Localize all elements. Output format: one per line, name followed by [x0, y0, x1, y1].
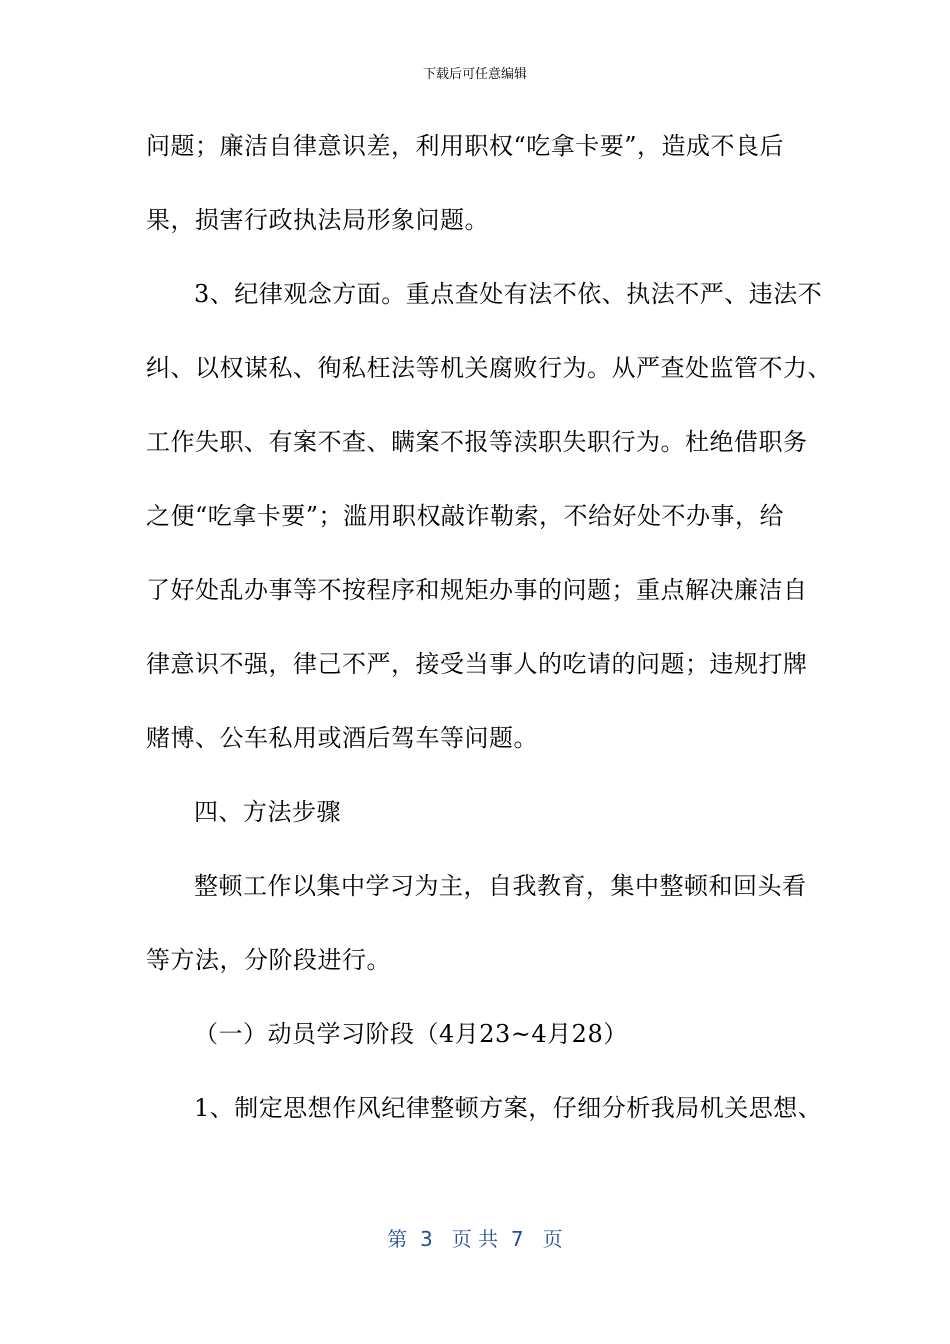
text-line: 律意识不强，律己不严，接受当事人的吃请的问题；违规打牌	[146, 650, 808, 678]
page-header-note: 下载后可任意编辑	[422, 67, 527, 82]
subsection-heading: （一）动员学习阶段（4月23~4月28）	[194, 1020, 628, 1048]
document-body	[146, 126, 832, 1162]
section-heading: 四、方法步骤	[194, 798, 341, 826]
text-line: 果，损害行政执法局形象问题。	[146, 206, 489, 234]
text-line: 3、纪律观念方面。重点查处有法不依、执法不严、违法不	[194, 280, 823, 308]
text-line: 之便“吃拿卡要”；滥用职权敲诈勒索，不给好处不办事，给	[146, 502, 785, 530]
text-line: 整顿工作以集中学习为主，自我教育，集中整顿和回头看	[194, 872, 807, 900]
page-number-footer: 第 3 页 共 7 页	[387, 1227, 563, 1251]
text-line: 等方法，分阶段进行。	[146, 946, 391, 974]
text-line: 了好处乱办事等不按程序和规矩办事的问题；重点解决廉洁自	[146, 576, 808, 604]
text-line: 问题；廉洁自律意识差，利用职权“吃拿卡要”，造成不良后	[146, 132, 785, 160]
text-line: 纠、以权谋私、徇私枉法等机关腐败行为。从严查处监管不力、	[146, 354, 832, 382]
text-line: 工作失职、有案不查、瞒案不报等渎职失职行为。杜绝借职务	[146, 428, 808, 456]
text-line: 赌博、公车私用或酒后驾车等问题。	[146, 724, 538, 752]
text-line: 1、制定思想作风纪律整顿方案，仔细分析我局机关思想、	[194, 1094, 823, 1122]
